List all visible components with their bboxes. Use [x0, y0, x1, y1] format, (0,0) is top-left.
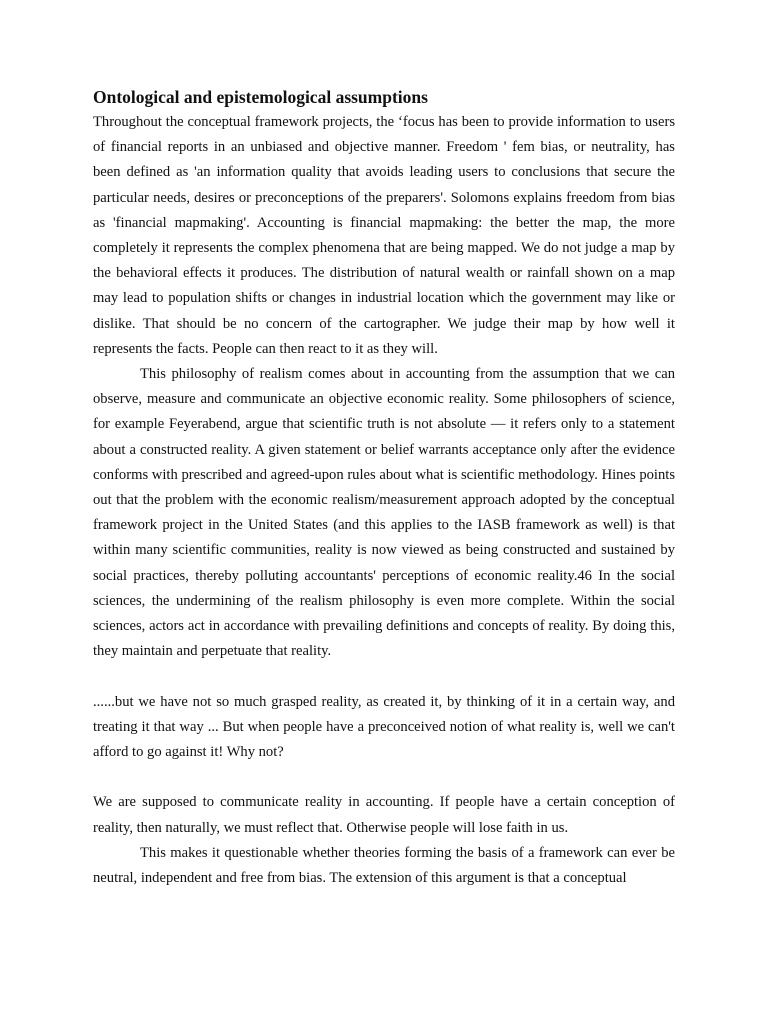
quotation-communicate: We are supposed to communicate reality in accounting. If people have a certain conception of reality, then naturally, we must reflect that. Otherwise people will lose faith in us. — [93, 794, 675, 836]
quotation-reality: ......but we have not so much grasped reality, as created it, by thinking of it in a certain way, and treating it that way ... But when people have a preconceived notion of what reality is, well we can't afford to go against it! Why not? — [93, 693, 675, 761]
paragraph-gap — [93, 664, 675, 689]
paragraph-mapmaking: Throughout the conceptual framework projects, the ‘focus has been to provide information to users of financial reports in an unbiased and objective manner. Freedom ' fem bias, or neutrality, has been defined as 'an information quality that avoids leading users to conclusions that secure the particular needs, desires or preconceptions of the preparers'. Solomons explains freedom from bias as 'financial mapmaking'. Accounting is financial mapmaking: the better the map, the more completely it represents the complex phenomena that are being mapped. We do not judge a map by the behavioral effects it produces. The distribution of natural wealth or rainfall shown on a map may lead to population shifts or changes in industrial location which the government may like or dislike. That should be no concern of the cartographer. We judge their map by how well it represents the facts. People can then react to it as they will. — [93, 114, 675, 357]
paragraph-neutrality: This makes it questionable whether theories forming the basis of a framework can ever be neutral, independent and free from bias. The extension of this argument is that a conceptual — [93, 844, 675, 887]
paragraph-realism: This philosophy of realism comes about in accounting from the assumption that we can observe, measure and communicate an objective economic reality. Some philosophers of science, for example Feyerabend, argue that scientific truth is not absolute — it refers only to a statement about a constructed reality. A given statement or belief warrants acceptance only after the evidence conforms with prescribed and agreed-upon rules about what is scientific methodology. Hines points out that the problem with the economic realism/measurement approach adopted by the conceptual framework project in the United States (and this applies to the IASB framework as well) is that within many scientific communities, reality is now viewed as being constructed and sustained by social practices, thereby polluting accountants' perceptions of economic reality.46 In the social sciences, the undermining of the realism philosophy is even more complete. Within the social sciences, actors act in accordance with prevailing definitions and concepts of reality. By doing this, they maintain and perpetuate that reality. — [93, 366, 675, 660]
paragraph-gap — [93, 765, 675, 790]
document-page — [93, 84, 675, 891]
section-heading: Ontological and epistemological assumptions — [93, 87, 428, 107]
